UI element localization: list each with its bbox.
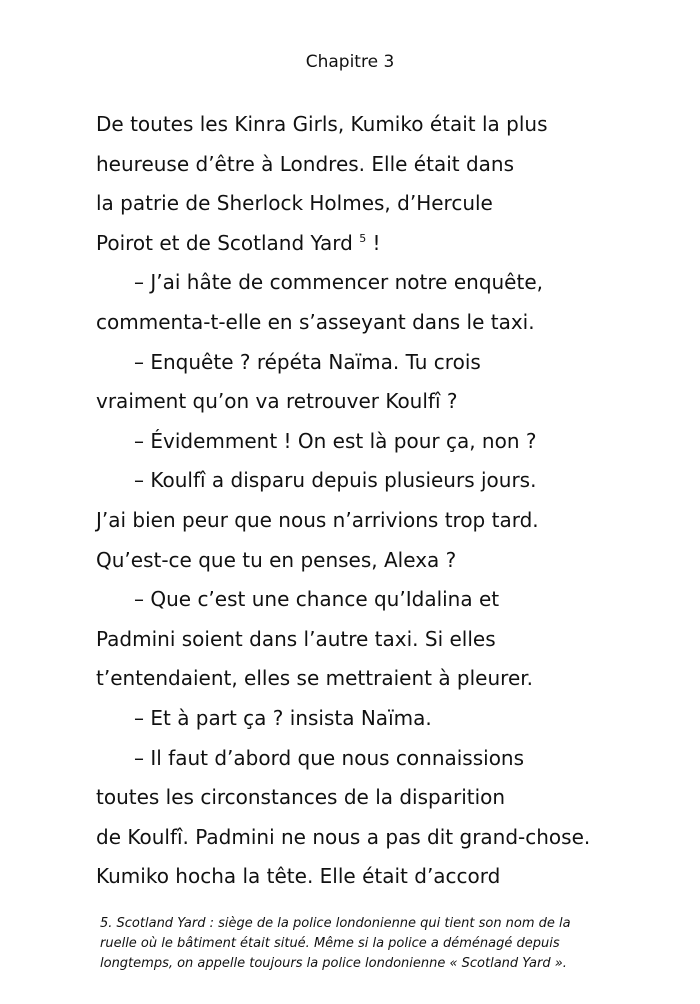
text-line: Qu’est-ce que tu en penses, Alexa ? — [96, 547, 457, 572]
dialogue-line: – Enquête ? répéta Naïma. Tu crois — [134, 349, 481, 374]
text-line: J’ai bien peur que nous n’arrivions trop tard. — [96, 507, 539, 532]
footnote-line: ruelle où le bâtiment était situé. Même si la police a déménagé depuis — [100, 936, 560, 951]
text-line-segment: Poirot et de Scotland Yard — [96, 230, 353, 255]
text-line-tail: ! — [372, 230, 381, 255]
footnote-line: 5. Scotland Yard : siège de la police londonienne qui tient son nom de la — [100, 916, 571, 931]
text-line: De toutes les Kinra Girls, Kumiko était la plus — [96, 112, 548, 136]
dialogue-line: – Que c’est une chance qu’Idalina et — [134, 587, 500, 612]
body-text — [96, 105, 606, 897]
footnote-reference: 5 — [359, 231, 367, 245]
text-line: toutes les circonstances de la disparition — [96, 785, 506, 810]
text-line-with-footnote — [96, 224, 606, 264]
dialogue-line: – Koulfî a disparu depuis plusieurs jours. — [134, 468, 537, 493]
text-line: vraiment qu’on va retrouver Koulfî ? — [96, 389, 458, 414]
dialogue-line: – J’ai hâte de commencer notre enquête, — [134, 270, 543, 295]
text-line: t’entendaient, elles se mettraient à pleurer. — [96, 666, 533, 691]
text-line: Padmini soient dans l’autre taxi. Si elles — [96, 626, 496, 651]
footnote-line: longtemps, on appelle toujours la police londonienne « Scotland Yard ». — [100, 956, 567, 971]
text-line: Kumiko hocha la tête. Elle était d’accord — [96, 864, 501, 889]
dialogue-line: – Évidemment ! On est là pour ça, non ? — [134, 428, 537, 453]
text-line: commenta-t-elle en s’asseyant dans le taxi. — [96, 309, 535, 334]
dialogue-line: – Et à part ça ? insista Naïma. — [134, 705, 432, 730]
text-line: la patrie de Sherlock Holmes, d’Hercule — [96, 191, 493, 216]
footnote — [100, 914, 650, 974]
text-line: de Koulfî. Padmini ne nous a pas dit grand-chose. — [96, 824, 591, 849]
chapter-heading: Chapitre 3 — [305, 52, 395, 72]
dialogue-line: – Il faut d’abord que nous connaissions — [134, 745, 525, 770]
text-line: heureuse d’être à Londres. Elle était dans — [96, 151, 514, 176]
